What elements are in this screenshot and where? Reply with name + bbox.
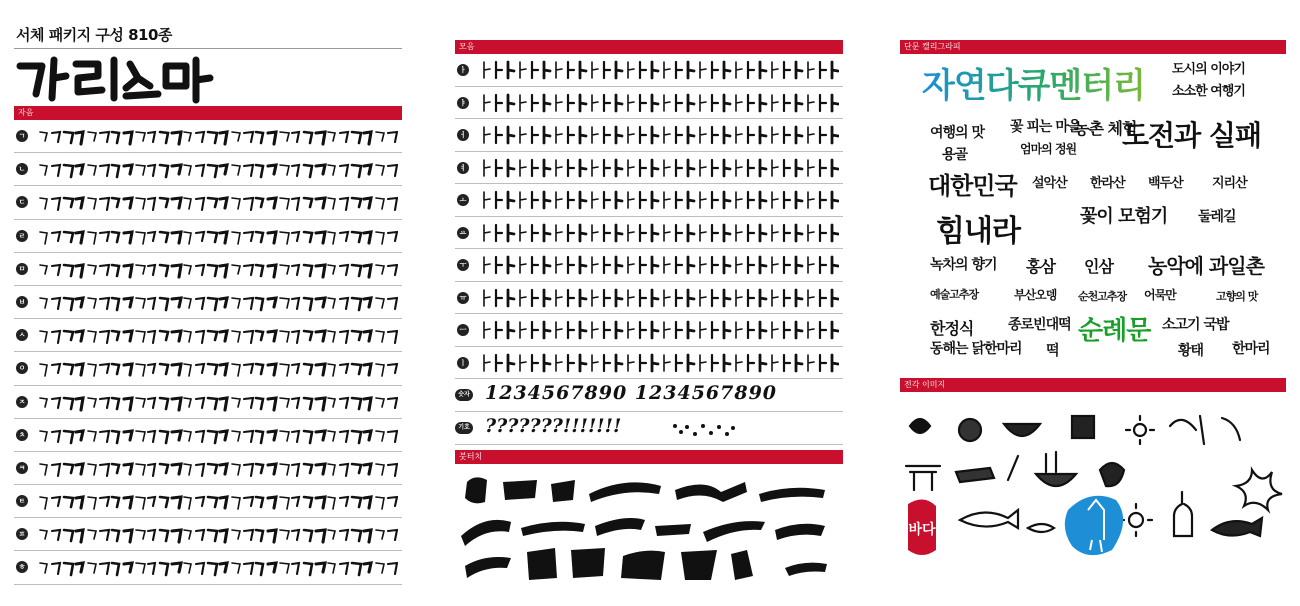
illustration-set <box>900 400 1286 560</box>
consonant-glyph-samples <box>36 489 398 513</box>
calligraphy-word: 떡 <box>1046 343 1059 359</box>
calligraphy-word: 도전과 실패 <box>1122 119 1261 152</box>
vowel-row <box>455 119 843 152</box>
consonant-badge: ㅍ <box>16 528 28 540</box>
consonant-glyph-samples <box>36 390 398 414</box>
calligraphy-word: 순천고추장 <box>1078 290 1127 303</box>
brush-header: 붓터치 <box>455 450 843 464</box>
vowel-badge: ㅠ <box>457 292 469 304</box>
vowel-badge: ㅗ <box>457 194 469 206</box>
consonant-glyph-samples <box>36 190 398 214</box>
vowel-glyph-samples <box>477 91 839 115</box>
consonant-row <box>14 153 402 186</box>
small-sun-icon <box>1120 504 1152 536</box>
bottle-icon <box>1174 492 1192 536</box>
calligraphy-word: 동해는 닭한마리 <box>930 341 1022 357</box>
calligraphy-word: 고향의 맛 <box>1216 290 1258 303</box>
vowel-row <box>455 282 843 315</box>
vowel-badge: ㅛ <box>457 227 469 239</box>
red-stamp-icon <box>908 499 936 555</box>
consonant-row <box>14 253 402 286</box>
numbers-row <box>455 379 843 412</box>
calligraphy-word: 용골 <box>942 147 968 163</box>
vowel-glyph-samples <box>477 253 839 277</box>
consonant-badge: ㄷ <box>16 196 28 208</box>
flower-icon <box>1236 470 1282 510</box>
calligraphy-word: 꽃 피는 마을 <box>1010 119 1081 135</box>
calligraphy-samples <box>922 58 1282 366</box>
consonant-badge: ㄴ <box>16 163 28 175</box>
stamp-text: 바다 <box>908 522 936 538</box>
extra-list <box>455 379 843 445</box>
noodle-bowl-icon <box>1036 452 1076 486</box>
blue-squid-icon <box>1065 496 1123 555</box>
calligraphy-word: 여행의 맛 <box>930 125 984 141</box>
vowel-list <box>455 54 843 379</box>
sun-icon <box>1126 416 1154 444</box>
vowel-glyph-samples <box>477 318 839 342</box>
consonant-badge: ㅇ <box>16 362 28 374</box>
consonant-row <box>14 386 402 419</box>
calligraphy-word: 힘내라 <box>936 214 1020 249</box>
calligraphy-word: 소소한 여행기 <box>1172 84 1245 99</box>
consonant-glyph-samples <box>36 290 398 314</box>
vowel-glyph-samples <box>477 221 839 245</box>
vowel-badge: ㅣ <box>457 357 469 369</box>
consonant-badge: ㅊ <box>16 429 28 441</box>
symbols-badge: 기호 <box>455 422 473 434</box>
numbers-badge: 숫자 <box>455 389 473 401</box>
calligraphy-word: 도시의 이야기 <box>1172 62 1245 77</box>
calligraphy-word: 백두산 <box>1148 176 1183 191</box>
vowel-row <box>455 152 843 185</box>
calligraphy-word: 농악에 과일촌 <box>1148 254 1264 278</box>
consonant-badge: ㅈ <box>16 396 28 408</box>
consonant-badge: ㄹ <box>16 230 28 242</box>
vowel-row <box>455 347 843 380</box>
watermelon-slice-icon <box>959 419 981 441</box>
consonant-badge: ㅂ <box>16 296 28 308</box>
vowel-row <box>455 54 843 87</box>
calligraphy-word: 농촌 체험 <box>1074 119 1137 138</box>
vowel-glyph-samples <box>477 58 839 82</box>
calligraphy-word: 한정식 <box>930 319 974 338</box>
numbers-sample: 1234567890 1234567890 <box>485 382 778 404</box>
rooster-icon <box>1100 463 1124 486</box>
consonant-badge: ㅎ <box>16 561 28 573</box>
vowel-badge: ㅜ <box>457 259 469 271</box>
symbols-sample: ???????!!!!!!! <box>485 415 622 438</box>
consonant-row <box>14 485 402 518</box>
calligraphy-word: 한라산 <box>1090 176 1125 191</box>
consonant-glyph-samples <box>36 555 398 579</box>
vowel-row <box>455 184 843 217</box>
consonant-badge: ㅌ <box>16 495 28 507</box>
vowels-header: 모음 <box>455 40 843 54</box>
brush-strokes <box>455 468 843 586</box>
vowel-badge: ㅑ <box>457 97 469 109</box>
vowel-row <box>455 217 843 250</box>
vowel-badge: ㅕ <box>457 162 469 174</box>
title-divider <box>14 48 402 49</box>
calligraphy-word: 한마리 <box>1232 341 1270 357</box>
calligraphy-word: 부산오뎅 <box>1014 288 1057 302</box>
calligraphy-word: 지리산 <box>1212 176 1247 191</box>
sea-text-icon <box>1170 416 1240 444</box>
calligraphy-word: 소고기 국밥 <box>1162 317 1229 333</box>
consonant-badge: ㅅ <box>16 329 28 341</box>
calligraphy-word: 자연다큐멘터리 <box>922 58 1145 107</box>
consonant-badge: ㄱ <box>16 130 28 142</box>
calligraphy-word: 대한민국 <box>928 171 1017 200</box>
consonant-glyph-samples <box>36 224 398 248</box>
consonant-row <box>14 286 402 319</box>
consonant-badge: ㅁ <box>16 263 28 275</box>
consonant-glyph-samples <box>36 157 398 181</box>
consonant-row <box>14 452 402 485</box>
consonant-row <box>14 220 402 253</box>
watermelon-wedge-icon <box>1004 424 1040 436</box>
consonant-glyph-samples <box>36 356 398 380</box>
vowel-glyph-samples <box>477 286 839 310</box>
vowel-badge: ㅓ <box>457 129 469 141</box>
consonants-header: 자음 <box>14 106 402 120</box>
vowel-badge: ㅏ <box>457 64 469 76</box>
consonant-badge: ㅋ <box>16 462 28 474</box>
calligraphy-word: 인삼 <box>1084 257 1113 276</box>
calligraphy-word: 녹차의 향기 <box>930 257 997 273</box>
vowel-row <box>455 87 843 120</box>
calligraphy-word: 홍삼 <box>1026 257 1055 276</box>
vowel-row <box>455 249 843 282</box>
consonant-row <box>14 419 402 452</box>
calligraphy-word: 엄마의 정원 <box>1020 142 1077 156</box>
skewer-icon <box>1008 456 1018 480</box>
vowel-glyph-samples <box>477 188 839 212</box>
fish-icon <box>960 510 1018 528</box>
consonant-glyph-samples <box>36 423 398 447</box>
calligraphy-word: 둘레길 <box>1198 209 1236 225</box>
pavilion-icon <box>906 466 940 490</box>
calligraphy-header: 단문 캘리그라피 <box>900 40 1286 54</box>
calligraphy-word: 어묵만 <box>1144 288 1176 302</box>
calligraphy-word: 꽃이 모험기 <box>1080 206 1168 227</box>
calligraphy-word: 예술고추장 <box>930 288 979 301</box>
calligraphy-word: 종로빈대떡 <box>1008 317 1071 333</box>
consonant-row <box>14 551 402 584</box>
brand-logo <box>14 54 214 104</box>
calligraphy-word: 설악산 <box>1032 176 1067 191</box>
consonant-glyph-samples <box>36 124 398 148</box>
calligraphy-word: 순례문 <box>1078 316 1151 346</box>
consonant-glyph-samples <box>36 456 398 480</box>
symbols-row <box>455 412 843 445</box>
package-title: 서체 패키지 구성 810종 <box>16 26 172 44</box>
vowel-row <box>455 314 843 347</box>
symbol-marks <box>669 418 739 442</box>
consonant-row <box>14 518 402 551</box>
consonant-glyph-samples <box>36 522 398 546</box>
small-fish-icon <box>1028 524 1054 532</box>
consonant-row <box>14 120 402 153</box>
consonant-row <box>14 352 402 385</box>
consonant-row <box>14 186 402 219</box>
strawberry-icon <box>910 419 930 433</box>
vowel-glyph-samples <box>477 156 839 180</box>
calligraphy-word: 황태 <box>1178 343 1204 359</box>
consonant-glyph-samples <box>36 323 398 347</box>
illustration-header: 전각 이미지 <box>900 378 1286 392</box>
consonant-glyph-samples <box>36 257 398 281</box>
vowel-badge: ㅡ <box>457 324 469 336</box>
consonant-list <box>14 120 402 585</box>
vowel-glyph-samples <box>477 351 839 375</box>
vowel-glyph-samples <box>477 123 839 147</box>
building-icon <box>1072 416 1094 438</box>
fish-plate-icon <box>956 468 994 482</box>
consonant-row <box>14 319 402 352</box>
grilled-fish-icon <box>1212 518 1262 536</box>
